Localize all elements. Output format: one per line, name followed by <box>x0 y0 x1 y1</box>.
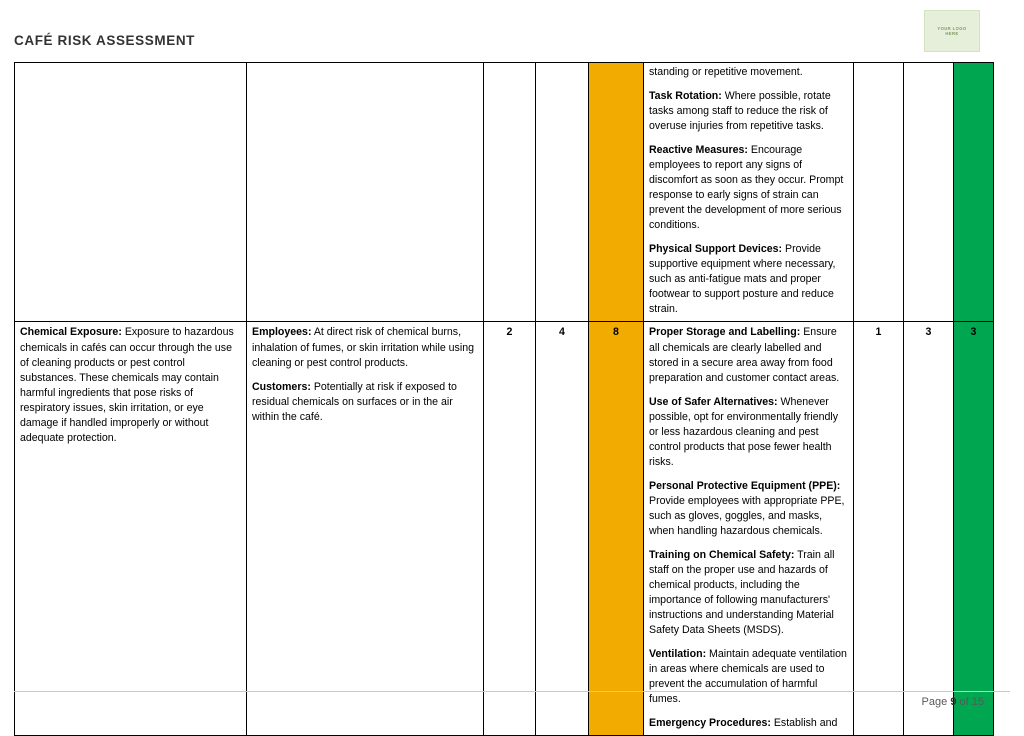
severity-cell-chemical-exposure: 4 <box>536 322 589 736</box>
control-label: Training on Chemical Safety: <box>649 548 795 561</box>
control-item <box>649 242 848 317</box>
page-number-middle: of <box>959 696 969 708</box>
page-number-prefix: Page <box>921 696 948 708</box>
control-text: Provide supportive equipment where necessary, such as anti-fatigue mats and proper footwear to support posture and reduce strain. <box>649 243 836 316</box>
who-item <box>252 325 478 370</box>
control-text: standing or repetitive movement. <box>649 66 803 78</box>
logo-placeholder <box>924 10 980 52</box>
page-number-current: 9 <box>950 696 957 708</box>
control-item <box>649 395 848 470</box>
hazard-cell-chemical-exposure <box>15 322 247 736</box>
hazard-label: Chemical Exposure: <box>20 326 122 339</box>
control-text: Whenever possible, opt for environmentally friendly or less hazardous cleaning and pest control products that pose fewer health risks. <box>649 395 839 468</box>
risk-rating-cell-continuation <box>589 63 644 322</box>
control-item <box>649 143 848 233</box>
page-header <box>0 0 1024 62</box>
control-text: Train all staff on the proper use and hazards of chemical products, including the importance of following manufacturers' instructions and understanding Material Safety Data Sheets (MSDS). <box>649 548 835 637</box>
page-number <box>922 696 984 708</box>
residual-risk-cell-chemical-exposure: 3 <box>954 322 994 736</box>
control-text: Where possible, rotate tasks among staff to reduce the risk of overuse injuries from repetitive tasks. <box>649 90 831 133</box>
control-label: Ventilation: <box>649 648 707 661</box>
page-footer <box>0 691 1024 717</box>
residual-severity-cell-chemical-exposure: 3 <box>904 322 954 736</box>
likelihood-cell-continuation <box>484 63 536 322</box>
likelihood-cell-chemical-exposure: 2 <box>484 322 536 736</box>
hazard-paragraph <box>20 325 241 445</box>
residual-likelihood-cell-chemical-exposure: 1 <box>854 322 904 736</box>
control-item <box>649 65 848 80</box>
control-item <box>649 89 848 134</box>
who-text: Potentially at risk if exposed to residual chemicals on surfaces or in the air within the café. <box>252 380 457 423</box>
hazard-cell-continuation <box>15 63 247 322</box>
table-row <box>15 322 994 736</box>
severity-cell-continuation <box>536 63 589 322</box>
who-cell-chemical-exposure <box>247 322 484 736</box>
residual-likelihood-cell-continuation <box>854 63 904 322</box>
control-text: Ensure all chemicals are clearly labelled and stored in a secure area away from food preparation and customer contact areas. <box>649 326 840 384</box>
control-item <box>649 325 848 385</box>
footer-divider <box>14 691 1010 692</box>
table-row <box>15 63 994 322</box>
logo-line-2: HERE <box>945 31 959 36</box>
control-label: Reactive Measures: <box>649 144 748 157</box>
control-text: Provide employees with appropriate PPE, such as gloves, goggles, and masks, when handling hazardous chemicals. <box>649 494 845 537</box>
control-label: Use of Safer Alternatives: <box>649 395 778 408</box>
control-label: Emergency Procedures: <box>649 717 771 730</box>
control-label: Proper Storage and Labelling: <box>649 326 801 339</box>
control-item <box>649 479 848 539</box>
page-number-total: 15 <box>971 696 984 708</box>
risk-rating-cell-chemical-exposure: 8 <box>589 322 644 736</box>
control-text: Maintain adequate ventilation in areas where chemicals are used to prevent the accumulation of harmful fumes. <box>649 648 847 706</box>
control-text: Encourage employees to report any signs of discomfort as soon as they occur. Prompt response to early signs of strain can prevent the development of more serious conditions. <box>649 144 844 232</box>
residual-severity-cell-continuation <box>904 63 954 322</box>
risk-assessment-table-wrapper <box>14 62 983 736</box>
page-title: CAFÉ RISK ASSESSMENT <box>14 33 196 48</box>
controls-cell-continuation <box>644 63 854 322</box>
hazard-text: Exposure to hazardous chemicals in cafés can occur through the use of cleaning products or pest control substances. These chemicals may contain harmful ingredients that pose risks of respiratory issues, skin irritation, or eye damage if handled improperly or without adequate protection. <box>20 326 234 444</box>
control-label: Personal Protective Equipment (PPE): <box>649 479 841 492</box>
controls-cell-chemical-exposure <box>644 322 854 736</box>
who-label: Employees: <box>252 326 312 339</box>
control-label: Physical Support Devices: <box>649 243 783 256</box>
logo-line-1: YOUR LOGO <box>937 25 967 31</box>
who-label: Customers: <box>252 380 311 393</box>
control-label: Task Rotation: <box>649 90 722 103</box>
risk-assessment-table <box>14 62 994 736</box>
who-item <box>252 380 478 425</box>
control-text: Establish and <box>773 717 838 730</box>
who-cell-continuation <box>247 63 484 322</box>
who-text: At direct risk of chemical burns, inhalation of fumes, or skin irritation while using cleaning or pest control products. <box>252 326 474 369</box>
control-item <box>649 548 848 638</box>
control-item <box>649 716 848 731</box>
residual-risk-cell-continuation <box>954 63 994 322</box>
